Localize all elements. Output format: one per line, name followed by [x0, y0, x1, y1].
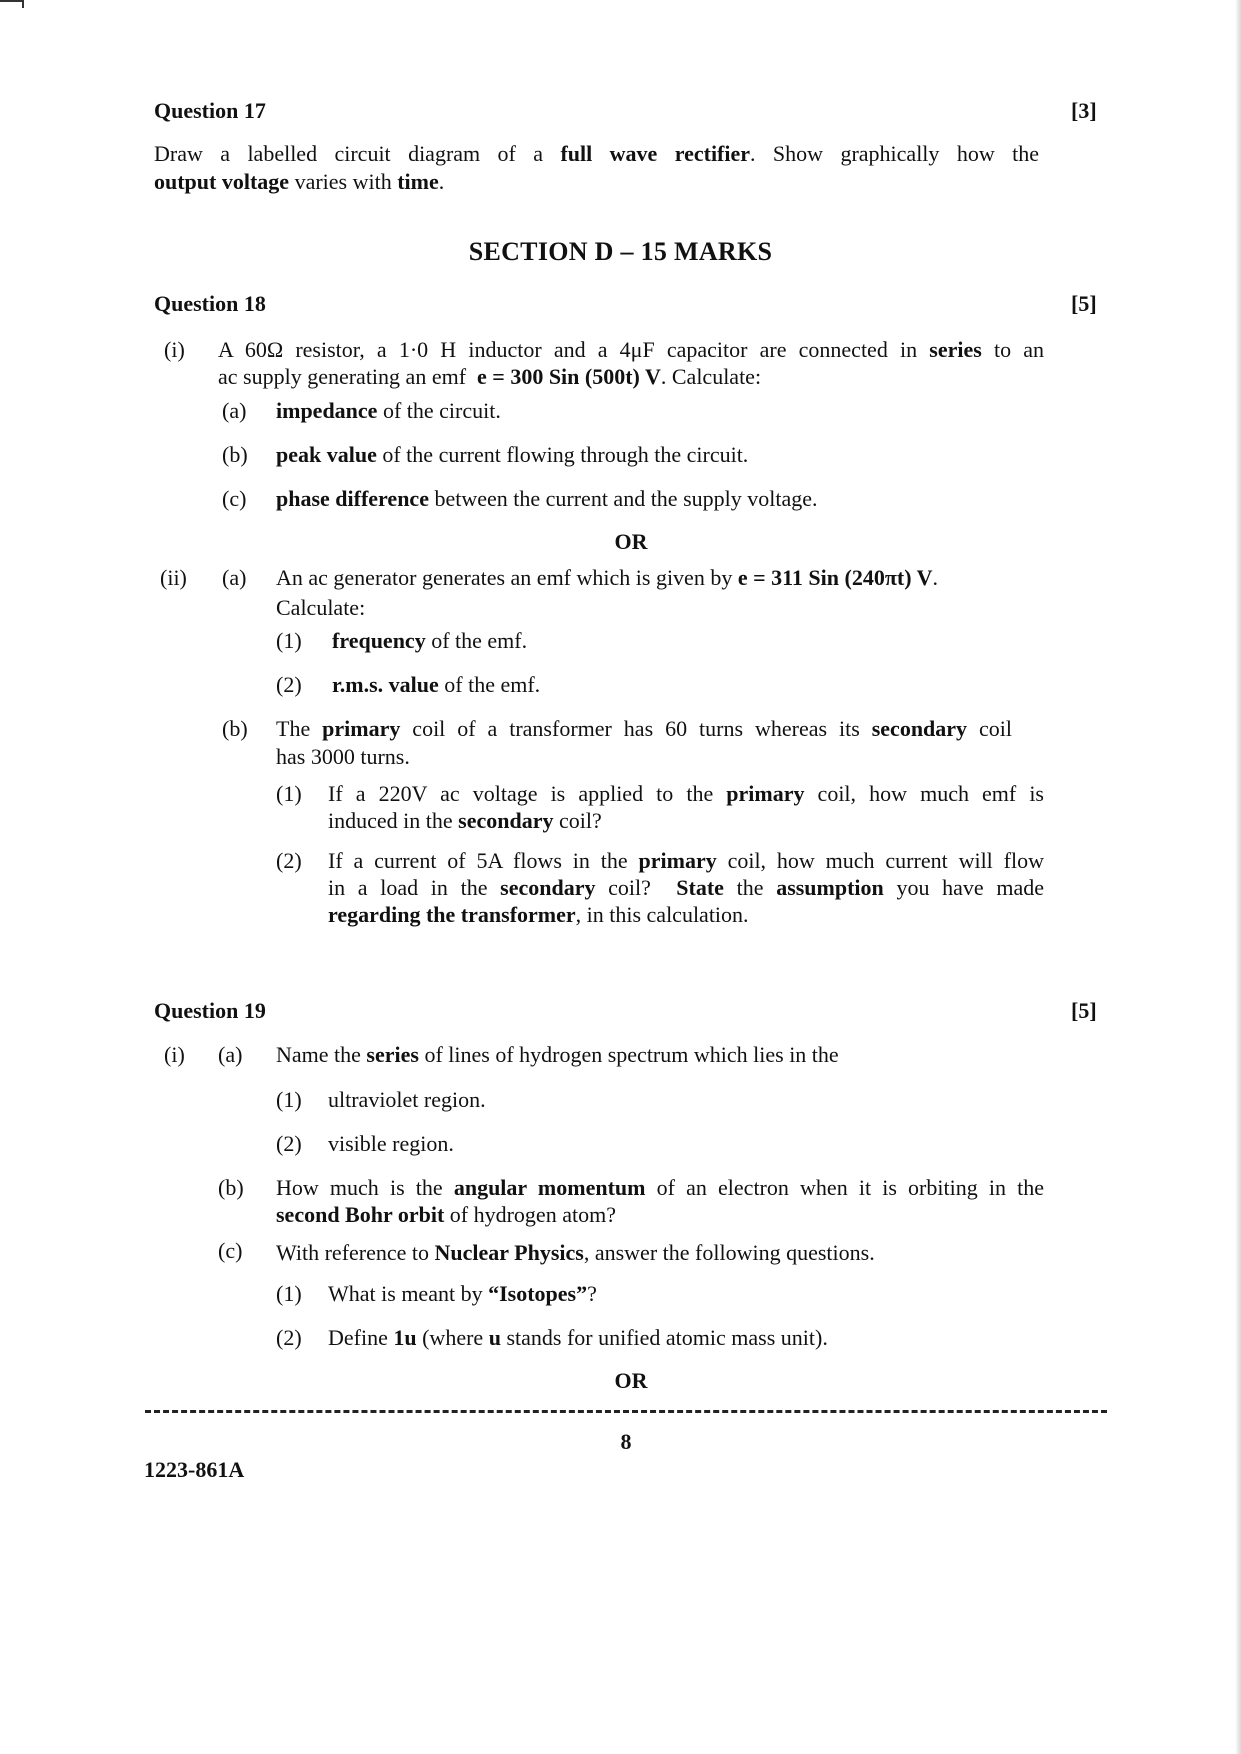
q18-ii-b-line-1: The primary coil of a transformer has 60 turns whereas its secondary coil — [276, 716, 1012, 741]
paper-code: 1223-861A — [144, 1457, 245, 1482]
q19-i-c-1-label: (1) — [276, 1281, 302, 1306]
q18-i-b-text: peak value of the current flowing through the circuit. — [276, 442, 749, 467]
question-19-marks: [5] — [1071, 998, 1097, 1023]
q18-ii-b-label: (b) — [222, 716, 248, 741]
q18-ii-b-1-line-2: induced in the secondary coil? — [328, 808, 602, 833]
q19-i-c-line-1: With reference to Nuclear Physics, answer the following questions. — [276, 1240, 875, 1265]
page-number: 8 — [620, 1429, 632, 1454]
q18-i-c-text: phase difference between the current and the supply voltage. — [276, 486, 818, 511]
question-17-title: Question 17 — [154, 98, 266, 123]
q19-i-a-1-label: (1) — [276, 1087, 302, 1112]
q18-ii-a-1-text: frequency of the emf. — [332, 628, 528, 653]
q19-i-a-line-1: Name the series of lines of hydrogen spectrum which lies in the — [276, 1042, 839, 1067]
q18-ii-a-line-1: An ac generator generates an emf which is given by e = 311 Sin (240πt) V. — [276, 565, 939, 590]
q18-ii-a-2-text: r.m.s. value of the emf. — [332, 672, 541, 697]
q19-i-b-label: (b) — [218, 1175, 244, 1200]
q18-part-i-line-1: A 60Ω resistor, a 1·0 H inductor and a 4μF capacitor are connected in series to an — [218, 337, 1044, 362]
q18-part-i-label: (i) — [164, 337, 185, 362]
q18-ii-b-2-line-3: regarding the transformer, in this calculation. — [328, 902, 749, 927]
q18-ii-a-1-label: (1) — [276, 628, 302, 653]
q19-i-a-label: (a) — [218, 1042, 243, 1067]
q18-i-a-label: (a) — [222, 398, 247, 423]
q19-part-i-label: (i) — [164, 1042, 185, 1067]
q18-ii-b-2-line-1: If a current of 5A flows in the primary coil, how much current will flow — [328, 848, 1044, 873]
q19-i-a-2-label: (2) — [276, 1131, 302, 1156]
q18-or-divider: OR — [614, 529, 648, 554]
question-17-text-line-1: Draw a labelled circuit diagram of a full wave rectifier. Show graphically how the — [154, 141, 1039, 166]
footer-dashed-rule — [145, 1410, 1107, 1413]
q18-ii-b-line-2: has 3000 turns. — [276, 744, 410, 769]
q19-i-c-label: (c) — [218, 1238, 243, 1263]
q18-i-b-label: (b) — [222, 442, 248, 467]
q18-ii-a-line-2: Calculate: — [276, 595, 366, 620]
q18-part-i-line-2: ac supply generating an emf e = 300 Sin (500t) V. Calculate: — [218, 364, 762, 389]
q19-i-b-line-2: second Bohr orbit of hydrogen atom? — [276, 1202, 616, 1227]
q19-or-divider: OR — [614, 1368, 648, 1393]
question-17-marks: [3] — [1071, 98, 1097, 123]
section-d-heading: SECTION D – 15 MARKS — [468, 237, 773, 266]
q19-i-c-1-text: What is meant by “Isotopes”? — [328, 1281, 597, 1306]
q18-part-ii-label: (ii) — [160, 565, 187, 590]
scan-corner-mark — [0, 0, 24, 8]
question-19-title: Question 19 — [154, 998, 266, 1023]
question-18-title: Question 18 — [154, 291, 266, 316]
q18-i-a-text: impedance of the circuit. — [276, 398, 501, 423]
q19-i-a-2-text: visible region. — [328, 1131, 454, 1156]
q19-i-c-2-label: (2) — [276, 1325, 302, 1350]
q19-i-c-2-text: Define 1u (where u stands for unified atomic mass unit). — [328, 1325, 828, 1350]
q19-i-b-line-1: How much is the angular momentum of an electron when it is orbiting in the — [276, 1175, 1045, 1200]
q18-i-c-label: (c) — [222, 486, 247, 511]
q18-ii-b-2-line-2: in a load in the secondary coil? State the assumption you have made — [328, 875, 1044, 900]
q18-ii-b-1-line-1: If a 220V ac voltage is applied to the primary coil, how much emf is — [328, 781, 1044, 806]
question-18-marks: [5] — [1071, 291, 1097, 316]
q18-ii-b-1-label: (1) — [276, 781, 302, 806]
q18-ii-a-label: (a) — [222, 565, 247, 590]
question-17-text-line-2: output voltage varies with time. — [154, 169, 445, 194]
q18-ii-a-2-label: (2) — [276, 672, 302, 697]
q18-ii-b-2-label: (2) — [276, 848, 302, 873]
q19-i-a-1-text: ultraviolet region. — [328, 1087, 486, 1112]
